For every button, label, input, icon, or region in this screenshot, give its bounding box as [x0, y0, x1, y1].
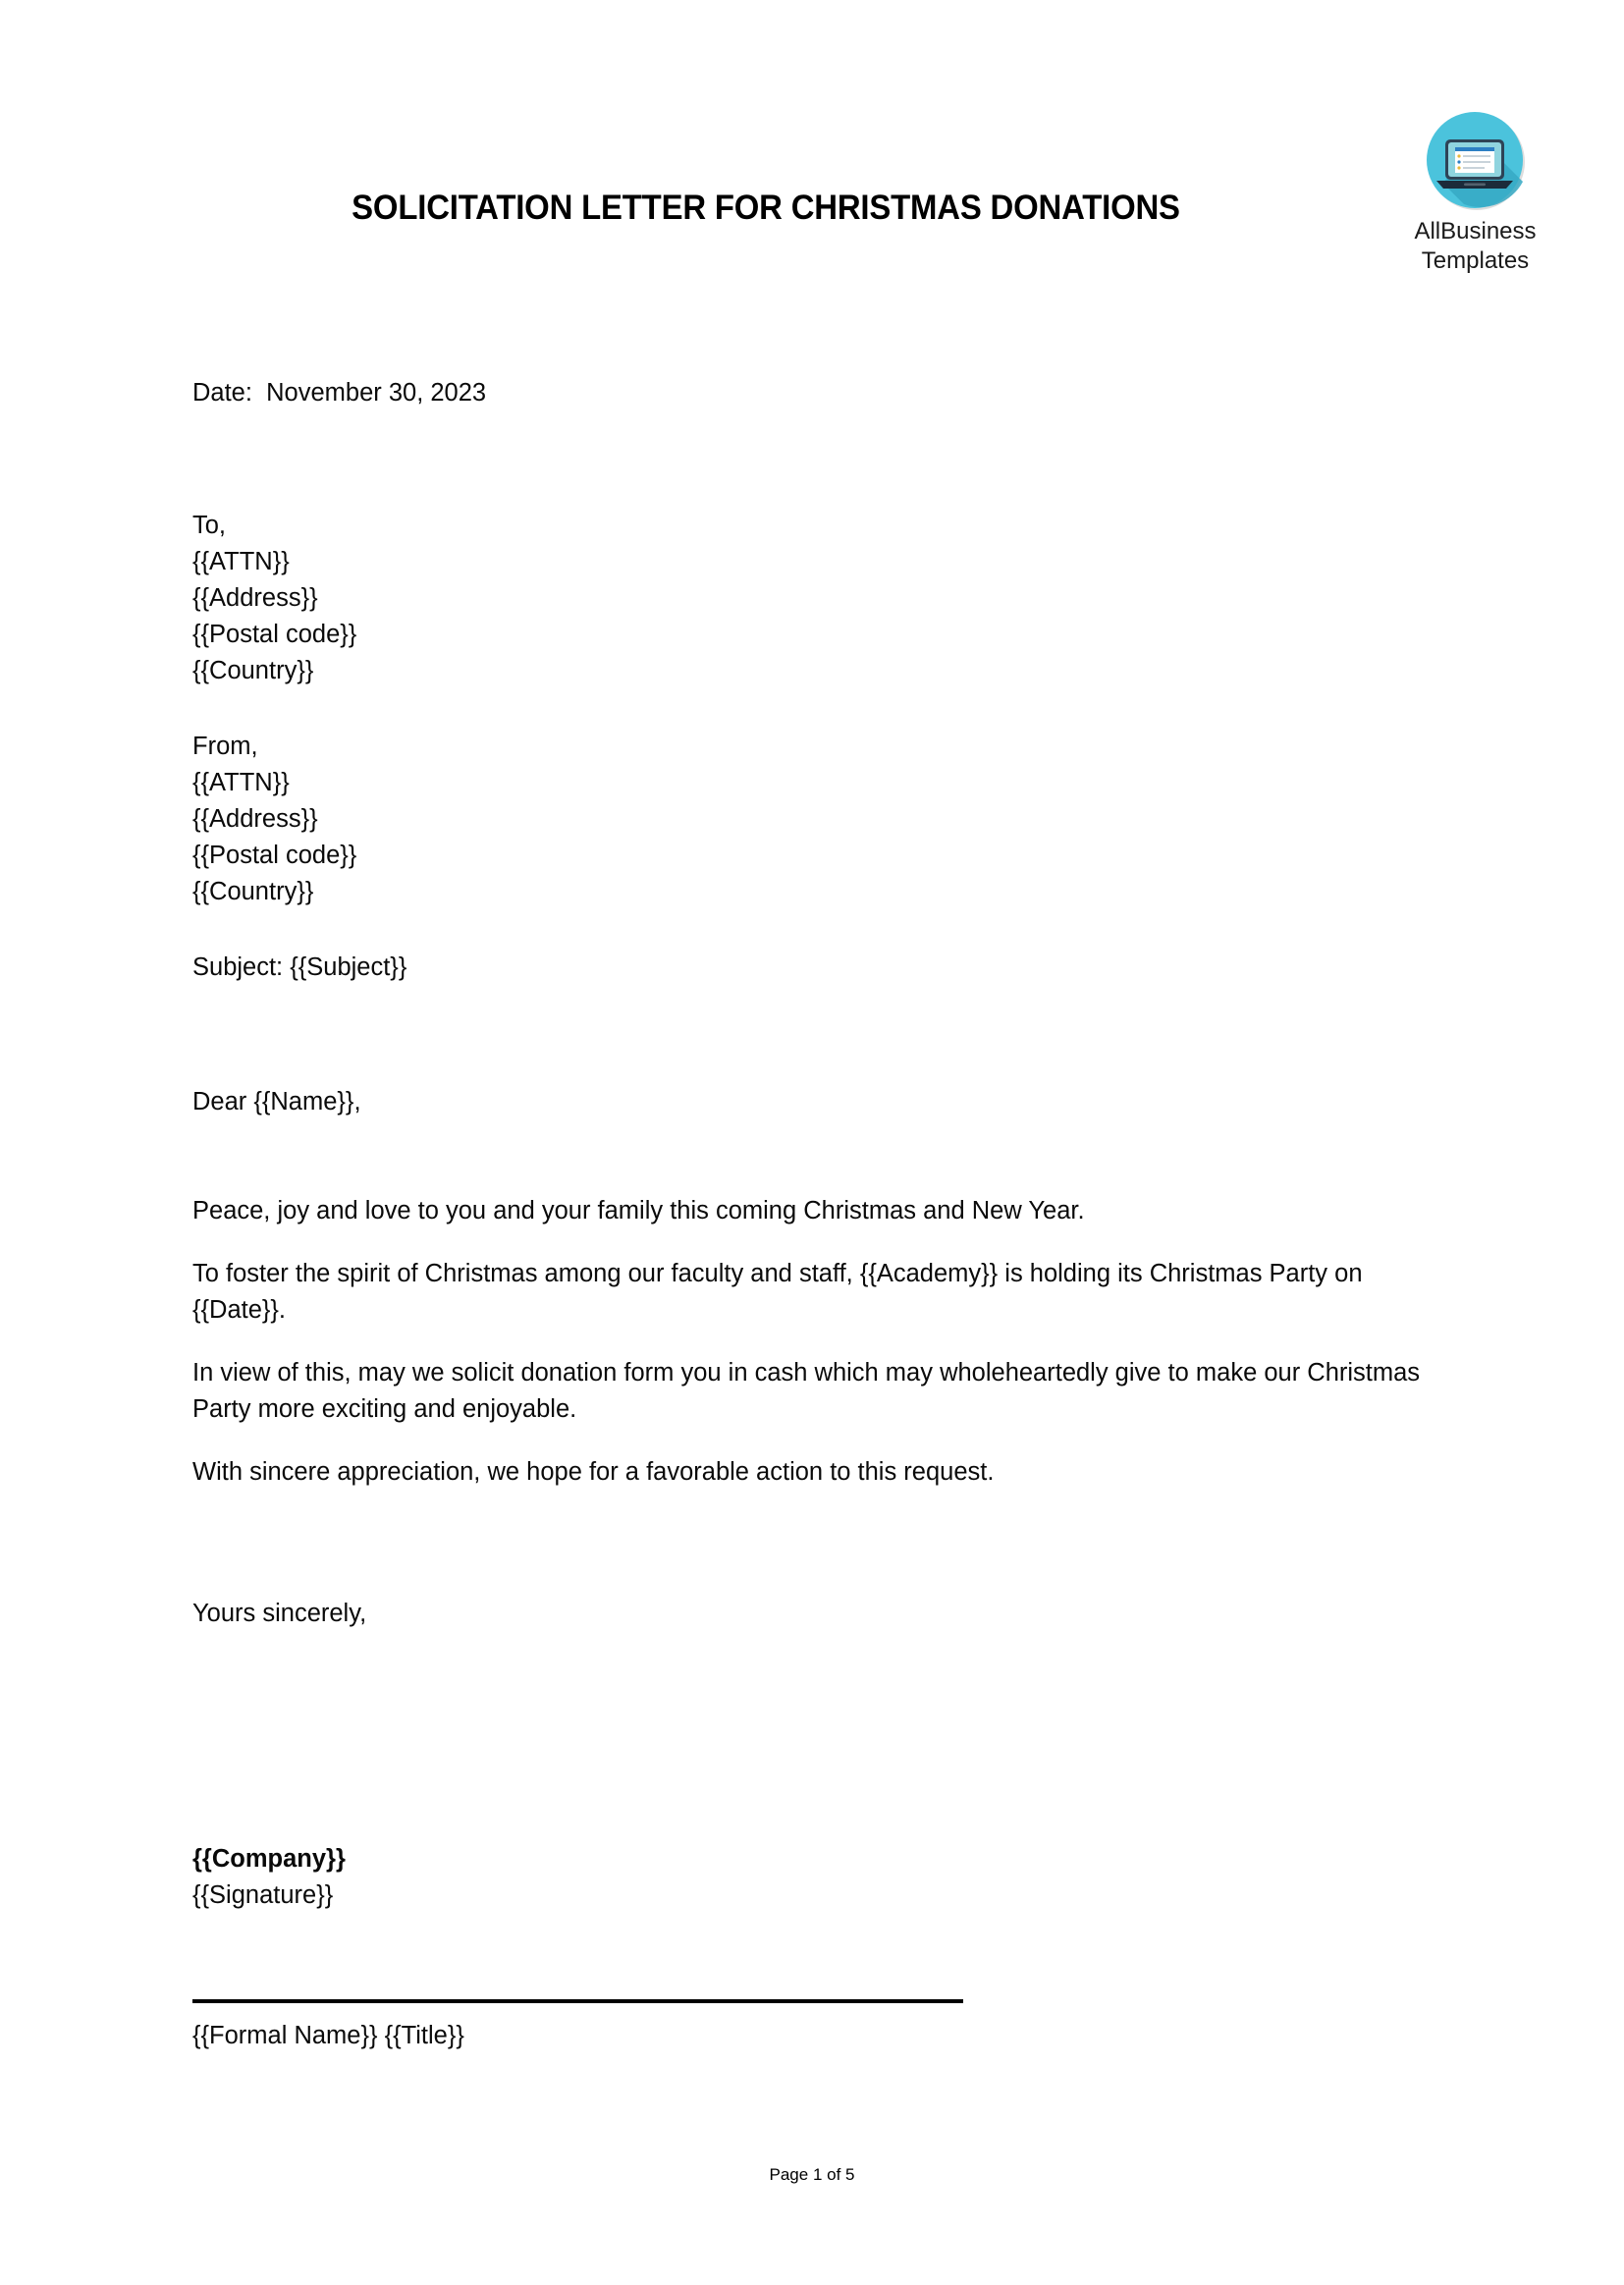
body-paragraph: To foster the spirit of Christmas among our faculty and staff, {{Academy}} is holding its Christmas Party on {{Date}}.	[192, 1260, 1363, 1324]
sender-address: {{Address}}	[192, 805, 318, 833]
signature-formal-name-title: {{Formal Name}} {{Title}}	[192, 2022, 464, 2049]
brand-logo-line2: Templates	[1421, 247, 1530, 274]
document-header	[0, 0, 1624, 314]
recipient-country: {{Country}}	[192, 657, 314, 684]
recipient-postal-code: {{Postal code}}	[192, 621, 357, 648]
signature-rule	[192, 1999, 963, 2003]
subject-line: Subject: {{Subject}}	[192, 953, 407, 981]
sender-label: From,	[192, 733, 258, 760]
brand-logo-text	[1370, 217, 1581, 276]
laptop-in-circle-icon	[1425, 110, 1527, 212]
body-paragraph: With sincere appreciation, we hope for a favorable action to this request.	[192, 1458, 995, 1486]
signature-placeholder: {{Signature}}	[192, 1881, 334, 1909]
sender-attn: {{ATTN}}	[192, 769, 290, 796]
letter-paragraphs	[192, 1193, 1435, 1517]
brand-logo-line1: AllBusiness	[1414, 218, 1537, 245]
recipient-address-block	[192, 508, 356, 689]
body-paragraph: In view of this, may we solicit donation form you in cash which may wholeheartedly give to make our Christmas Party more exciting and enjoyable.	[192, 1359, 1421, 1423]
body-paragraph: Peace, joy and love to you and your family this coming Christmas and New Year.	[192, 1197, 1085, 1224]
sender-address-block	[192, 729, 356, 910]
signature-company: {{Company}}	[192, 1845, 346, 1873]
sender-postal-code: {{Postal code}}	[192, 842, 357, 869]
recipient-label: To,	[192, 512, 227, 539]
page-title: SOLICITATION LETTER FOR CHRISTMAS DONATIONS	[352, 189, 1180, 227]
sender-country: {{Country}}	[192, 878, 314, 905]
closing-salutation: Yours sincerely,	[192, 1600, 367, 1627]
page-number: Page 1 of 5	[769, 2165, 855, 2184]
date-line: Date: November 30, 2023	[192, 379, 487, 407]
recipient-attn: {{ATTN}}	[192, 548, 290, 575]
salutation: Dear {{Name}},	[192, 1088, 361, 1115]
signature-block	[192, 1841, 346, 1914]
brand-logo	[1370, 110, 1581, 276]
page-footer	[0, 2165, 1624, 2185]
recipient-address: {{Address}}	[192, 584, 318, 612]
